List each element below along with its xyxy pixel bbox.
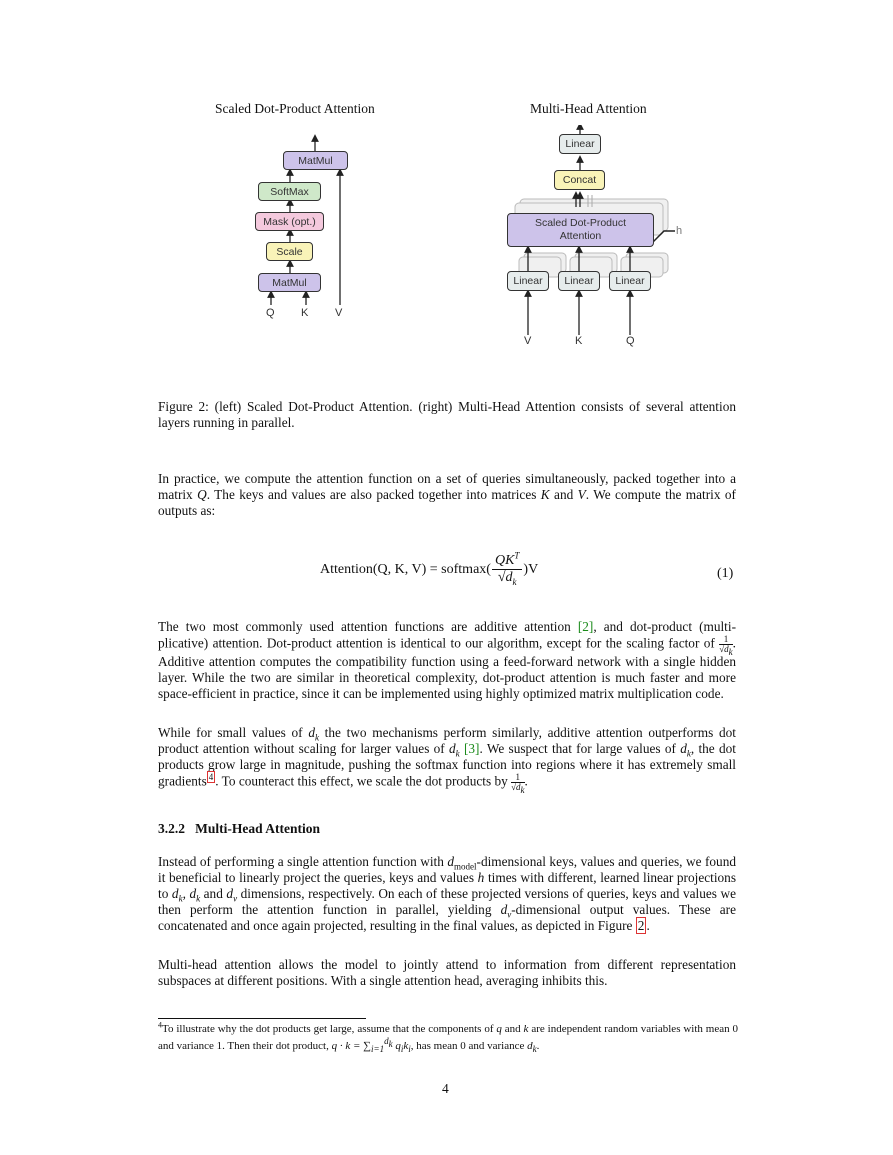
left-figure-title: Scaled Dot-Product Attention: [215, 101, 375, 116]
p1-a: In practice, we compute the attention function on a set of queries simultaneously, packed together into a matrix: [158, 471, 736, 502]
right-input-v: V: [524, 335, 532, 347]
paragraph-1: [158, 471, 736, 519]
p1-c: and: [549, 487, 578, 502]
p1-b: . The keys and values are also packed together into matrices: [206, 487, 541, 502]
paragraph-3: While for small values of $d_k$ the two mechanisms perform similarly, additive attention outperforms dot product attention without scaling for larger values of $d_k$ [3]. We suspect that for large values of $d_k$, the dot products grow large in magnitude, pushing the softmax function into regions where it has extremely small gradients $^4$ . To counteract this effect, we scale the dot products by $\frac{1}{√d_k}$ .: [158, 725, 737, 795]
p4-f: -dimensional output values. These are concatenated and once again projected, resulting in the final values, as depicted in Figure: [158, 902, 736, 933]
right-figure-title: Multi-Head Attention: [530, 101, 647, 116]
h-label: h: [676, 225, 683, 237]
eq-num-sup: T: [514, 550, 520, 561]
fn-c: are independent random variables with mean 0 and variance 1. Then their dot product,: [158, 1023, 739, 1052]
left-input-q: Q: [266, 307, 275, 319]
p4-dmodel: model: [454, 861, 477, 872]
paragraph-4: Instead of performing a single attention function with $d_{model}$-dimensional keys, values and queries, we found it beneficial to linearly project the queries, keys and values h times with different, learned linear projections to $d_k$, $d_k$ and $d_v$ dimensions, respectively. On each of these projected versions of queries, keys and values we then perform the attention function in parallel, yielding $d_v$-dimensional output values. These are concatenated and once again projected, resulting in the final values, as depicted in Figure 2 .: [158, 854, 737, 933]
section-title: Multi-Head Attention: [195, 821, 320, 836]
p4-c: times with different, learned linear projections to: [158, 870, 736, 901]
linear-k-box: Linear: [558, 271, 600, 291]
eq-rhs: )V: [523, 561, 539, 577]
page-number: 4: [442, 1081, 449, 1096]
left-input-k: K: [301, 307, 309, 319]
p4-b: -dimensional keys, values and queries, we found it beneficial to linearly project the queries, keys and values: [158, 854, 736, 885]
left-input-v: V: [335, 307, 343, 319]
fn-a: To illustrate why the dot products get large, assume that the components of: [162, 1023, 497, 1035]
p1-d: . We compute the matrix of outputs as:: [158, 487, 736, 518]
eq-num: QK: [494, 553, 515, 568]
eq-den: √d: [497, 570, 513, 585]
figure-2-link[interactable]: 2: [637, 918, 645, 933]
mask-box: Mask (opt.): [255, 212, 324, 231]
p3-a: While for small values of: [158, 725, 309, 740]
footnote-4-link[interactable]: 4: [208, 772, 214, 783]
p4-g: .: [646, 918, 650, 933]
section-heading: [158, 821, 320, 837]
right-input-k: K: [575, 335, 583, 347]
matmul-top-box: MatMul: [283, 151, 348, 170]
concat-box: Concat: [554, 170, 605, 190]
footnote: $^4$To illustrate why the dot products get large, assume that the components of q and k are independent random variables with mean 0 and variance 1. Then their dot product, $q \cdot k = \sum_{i=1}^{d_k}$ $q_ik_i$, has mean 0 and variance $d_k$.: [158, 1020, 739, 1055]
p1-v: V: [577, 487, 586, 502]
p1-k: K: [540, 487, 550, 502]
p2-c: . Additive attention computes the compatibility function using a feed-forward network with a single hidden layer. While the two are similar in theoretical complexity, dot-product attention is much faster and more space-efficient in practice, since it can be implemented using highly optimized matrix multiplication code.: [158, 635, 736, 701]
scaling-fraction: $\frac{1}{√d_k}$: [719, 634, 733, 657]
sdpa-box: Scaled Dot-Product Attention: [507, 213, 654, 247]
p4-d: and: [200, 886, 227, 901]
ref-2-link[interactable]: [2]: [577, 619, 594, 634]
paragraph-2: [158, 619, 736, 702]
p1-q: Q: [197, 487, 207, 502]
p2-b: , and dot-product (multi-plicative) attention. Dot-product attention is identical to our algorithm, except for the scaling factor of: [158, 619, 736, 651]
p3-e: . To counteract this effect, we scale the dot products by: [215, 773, 512, 789]
section-number: 3.2.2: [158, 821, 185, 836]
paragraph-5: Multi-head attention allows the model to jointly attend to information from different representation subspaces at different positions. With a single attention head, averaging inhibits this.: [158, 957, 736, 988]
p4-h: h: [477, 870, 485, 885]
scaling-fraction-2: $\frac{1}{√d_k}$: [511, 772, 525, 795]
p2-a: The two most commonly used attention functions are additive attention: [158, 619, 578, 634]
attention-equation: [320, 550, 539, 587]
fn-b: and: [501, 1023, 524, 1035]
fn-d: , has mean 0 and variance: [410, 1040, 528, 1052]
scale-box: Scale: [266, 242, 313, 261]
p3-b: the two mechanisms perform similarly, additive attention outperforms dot product attention without scaling for larger values of: [158, 725, 737, 756]
softmax-box: SoftMax: [258, 182, 321, 201]
linear-q-box: Linear: [609, 271, 651, 291]
p4-e: dimensions, respectively. On each of these projected versions of queries, keys and values we then perform the attention function in parallel, yielding: [158, 886, 737, 917]
ref-3-link[interactable]: [3]: [463, 741, 480, 756]
p3-d: , the dot products grow large in magnitude, pushing the softmax function into regions where it has extremely small gradients: [158, 741, 736, 789]
linear-v-box: Linear: [507, 271, 549, 291]
figure-caption: Figure 2: (left) Scaled Dot-Product Attention. (right) Multi-Head Attention consists of several attention layers running in parallel.: [158, 399, 736, 430]
p3-f: .: [524, 773, 528, 789]
footnote-rule: [158, 1018, 366, 1019]
eq-lhs: Attention(Q, K, V) = softmax(: [320, 561, 491, 577]
linear-top-box: Linear: [559, 134, 601, 154]
matmul-bottom-box: MatMul: [258, 273, 321, 292]
eq-den-sub: k: [512, 576, 517, 587]
equation-number: (1): [717, 566, 734, 581]
footnote-mark: 4: [158, 1020, 162, 1030]
p3-c: . We suspect that for large values of: [479, 741, 681, 756]
right-input-q: Q: [626, 335, 635, 347]
p4-a: Instead of performing a single attention function with: [158, 854, 448, 869]
